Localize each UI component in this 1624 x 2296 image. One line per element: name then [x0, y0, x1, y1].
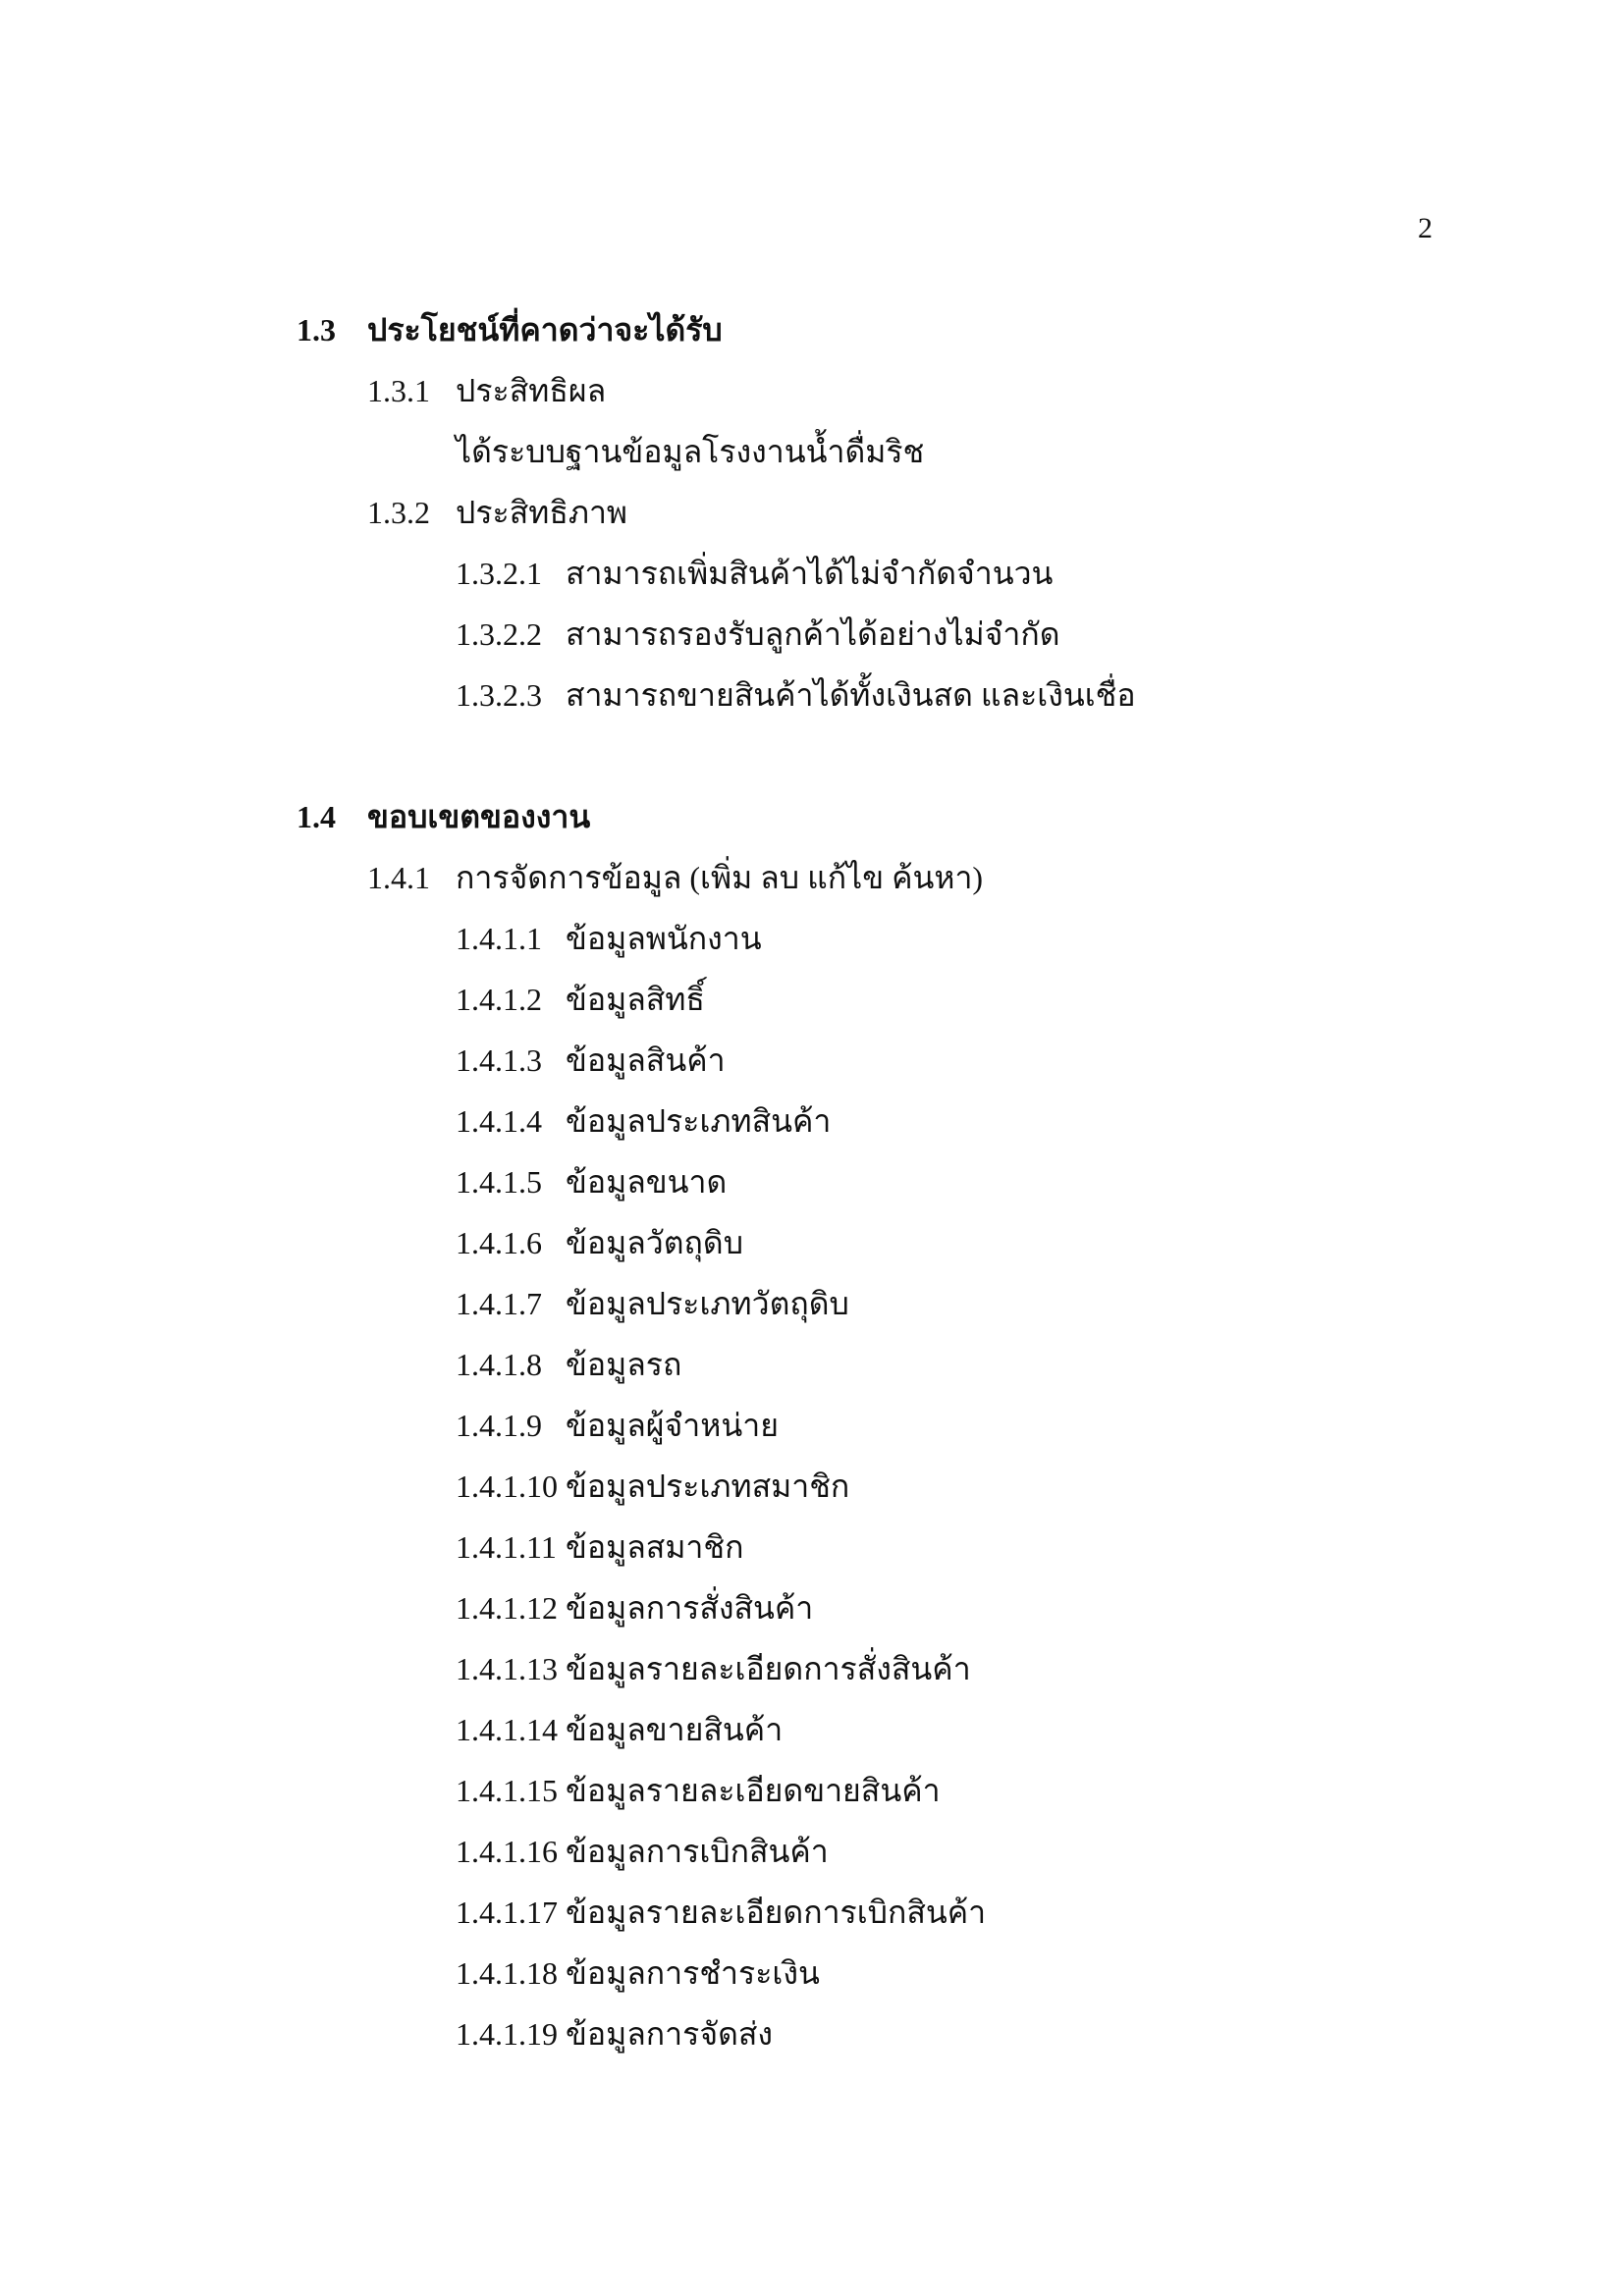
item-text: ข้อมูลสินค้า: [566, 1042, 726, 1078]
list-item: [456, 1525, 743, 1569]
item-number: 1.4.1.16: [456, 1834, 558, 1869]
list-item: [456, 1769, 941, 1812]
item-text: ข้อมูลการชำระเงิน: [566, 1955, 820, 1991]
list-item: [456, 1039, 726, 1082]
item-text: ข้อมูลรายละเอียดขายสินค้า: [566, 1773, 941, 1808]
list-item: [456, 1465, 849, 1508]
subsection-number: 1.3.2: [367, 495, 430, 530]
item-text: ข้อมูลประเภทสมาชิก: [566, 1468, 850, 1504]
item-text: ข้อมูลการสั่งสินค้า: [566, 1590, 814, 1626]
list-item: [456, 552, 1053, 595]
subsection-heading-1-4-1: [367, 856, 983, 899]
list-item: [456, 1951, 820, 1995]
item-number: 1.4.1.17: [456, 1895, 558, 1930]
item-number: 1.4.1.18: [456, 1955, 558, 1991]
item-text: ข้อมูลประเภทสินค้า: [566, 1103, 832, 1139]
item-text: ข้อมูลประเภทวัตถุดิบ: [566, 1286, 849, 1321]
list-item: [456, 2012, 773, 2056]
item-text: ข้อมูลการจัดส่ง: [566, 2016, 774, 2052]
item-number: 1.4.1.1: [456, 921, 542, 956]
subsection-body-1-3-1: ได้ระบบฐานข้อมูลโรงงานน้ำดื่มริช: [456, 434, 925, 469]
item-number: 1.3.2.2: [456, 616, 542, 652]
list-item: [456, 1891, 986, 1934]
item-text: ข้อมูลพนักงาน: [566, 921, 762, 956]
list-item: [456, 1221, 743, 1264]
item-number: 1.4.1.13: [456, 1651, 558, 1686]
list-item: [456, 673, 1136, 717]
item-number: 1.4.1.9: [456, 1408, 542, 1443]
item-number: 1.4.1.19: [456, 2016, 558, 2052]
section-number: 1.4: [297, 799, 336, 834]
list-item: [456, 1404, 779, 1447]
item-text: ข้อมูลวัตถุดิบ: [566, 1225, 744, 1260]
subsection-number: 1.4.1: [367, 860, 430, 895]
list-item: [456, 1586, 813, 1629]
item-text: ข้อมูลการเบิกสินค้า: [566, 1834, 829, 1869]
item-number: 1.4.1.12: [456, 1590, 558, 1626]
item-number: 1.4.1.5: [456, 1164, 542, 1200]
item-text: ข้อมูลรายละเอียดการสั่งสินค้า: [566, 1651, 971, 1686]
list-item: [456, 1830, 829, 1873]
item-number: 1.4.1.7: [456, 1286, 542, 1321]
item-number: 1.4.1.11: [456, 1529, 557, 1565]
section-heading-1-3: [297, 308, 723, 351]
item-text: ข้อมูลรถ: [566, 1347, 682, 1382]
list-item: [456, 1099, 831, 1143]
list-item: [456, 917, 762, 960]
item-number: 1.4.1.10: [456, 1468, 558, 1504]
item-number: 1.4.1.4: [456, 1103, 542, 1139]
item-text: สามารถเพิ่มสินค้าได้ไม่จำกัดจำนวน: [566, 556, 1054, 591]
item-text: ข้อมูลสมาชิก: [566, 1529, 744, 1565]
item-text: ข้อมูลขนาด: [566, 1164, 728, 1200]
item-text: ข้อมูลรายละเอียดการเบิกสินค้า: [566, 1895, 987, 1930]
list-item: [456, 613, 1060, 656]
item-text: ข้อมูลสิทธิ์: [566, 982, 705, 1017]
item-number: 1.4.1.8: [456, 1347, 542, 1382]
section-title: ขอบเขตของงาน: [367, 799, 591, 834]
subsection-title: ประสิทธิภาพ: [456, 495, 627, 530]
item-number: 1.4.1.14: [456, 1712, 558, 1747]
section-title: ประโยชน์ที่คาดว่าจะได้รับ: [367, 312, 723, 347]
subsection-title: การจัดการข้อมูล (เพิ่ม ลบ แก้ไข ค้นหา): [456, 860, 984, 895]
item-text: สามารถขายสินค้าได้ทั้งเงินสด และเงินเชื่อ: [566, 677, 1136, 713]
subsection-number: 1.3.1: [367, 373, 430, 408]
item-number: 1.4.1.6: [456, 1225, 542, 1260]
item-number: 1.3.2.1: [456, 556, 542, 591]
section-number: 1.3: [297, 312, 336, 347]
list-item: [456, 978, 705, 1021]
list-item: [456, 1708, 783, 1751]
item-number: 1.3.2.3: [456, 677, 542, 713]
section-heading-1-4: [297, 795, 590, 838]
list-item: [456, 1647, 971, 1690]
list-item: [456, 1343, 681, 1386]
subsection-heading-1-3-1: [367, 369, 606, 412]
page-number: 2: [1418, 212, 1433, 244]
item-number: 1.4.1.15: [456, 1773, 558, 1808]
list-item: [456, 1282, 849, 1325]
item-text: ข้อมูลผู้จำหน่าย: [566, 1408, 779, 1443]
item-text: สามารถรองรับลูกค้าได้อย่างไม่จำกัด: [566, 616, 1060, 652]
list-item: [456, 1160, 727, 1203]
item-text: ข้อมูลขายสินค้า: [566, 1712, 784, 1747]
subsection-title: ประสิทธิผล: [456, 373, 607, 408]
subsection-heading-1-3-2: [367, 491, 627, 534]
item-number: 1.4.1.3: [456, 1042, 542, 1078]
item-number: 1.4.1.2: [456, 982, 542, 1017]
